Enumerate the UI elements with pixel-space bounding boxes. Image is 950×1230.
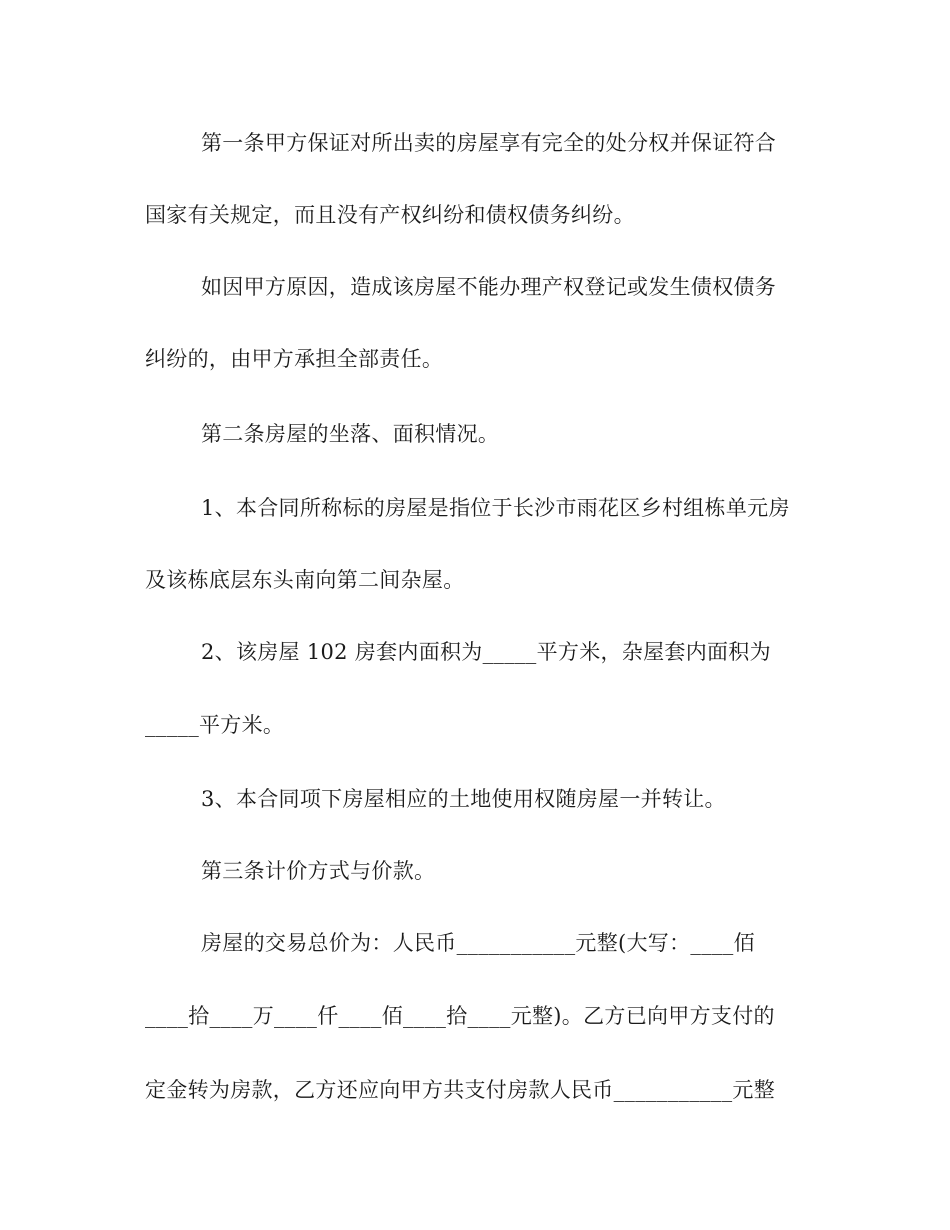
paragraph-line: 如因甲方原因，造成该房屋不能办理产权登记或发生债权债务 <box>201 275 777 299</box>
paragraph-line: 3、本合同项下房屋相应的土地使用权随房屋一并转让。 <box>201 787 726 811</box>
paragraph-line: 第一条甲方保证对所出卖的房屋享有完全的处分权并保证符合 <box>201 131 777 155</box>
paragraph-line: 2、该房屋 102 房套内面积为_____平方米，杂屋套内面积为 <box>201 640 771 664</box>
paragraph-line: 第二条房屋的坐落、面积情况。 <box>201 422 500 446</box>
paragraph-line: 第三条计价方式与价款。 <box>201 859 436 883</box>
paragraph-line: 国家有关规定，而且没有产权纠纷和债权债务纠纷。 <box>145 203 635 227</box>
paragraph-line: 纠纷的，由甲方承担全部责任。 <box>145 347 444 371</box>
paragraph-line: 及该栋底层东头南向第二间杂屋。 <box>145 568 465 592</box>
paragraph-line: 1、本合同所称标的房屋是指位于长沙市雨花区乡村组栋单元房 <box>201 496 790 520</box>
paragraph-line: ____拾____万____仟____佰____拾____元整)。乙方已向甲方支付的 <box>145 1004 775 1028</box>
paragraph-line: 房屋的交易总价为：人民币___________元整(大写：____佰 <box>201 931 755 955</box>
paragraph-line: _____平方米。 <box>145 713 285 737</box>
paragraph-line: 定金转为房款，乙方还应向甲方共支付房款人民币___________元整 <box>145 1078 775 1102</box>
